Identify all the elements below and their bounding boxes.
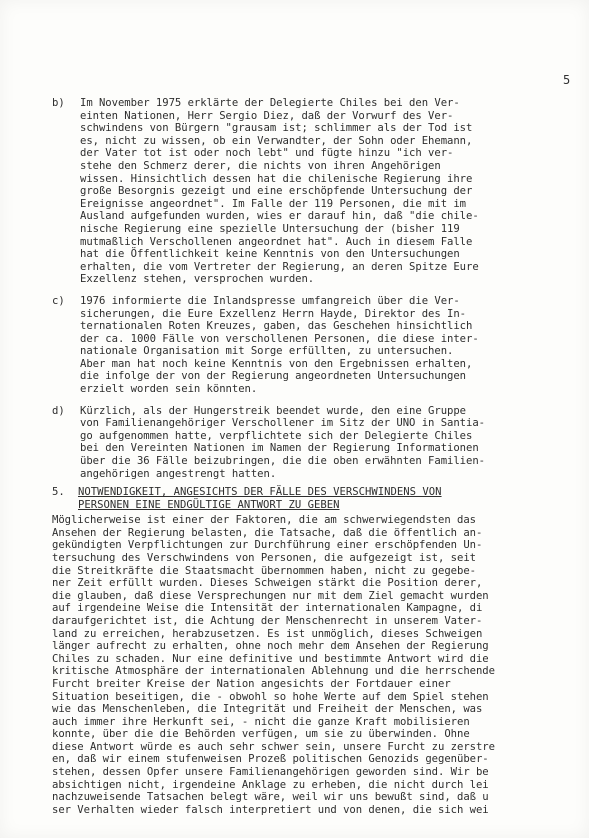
item-marker: d) (52, 404, 65, 417)
list-item-d (52, 405, 572, 481)
section-title: NOTWENDIGKEIT, ANGESICHTS DER FÄLLE DES VERSCHWINDENS VON PERSONEN EINE ENDGÜLTIGE ANTWORT ZU GEBEN (78, 486, 442, 511)
item-marker: c) (52, 294, 65, 307)
enumerated-items (52, 97, 572, 489)
section-heading (52, 486, 577, 511)
list-item-c (52, 295, 572, 396)
item-marker: b) (52, 97, 65, 109)
item-text: Im November 1975 erklärte der Delegierte Chiles bei den Ver- einten Nationen, Herr Sergio Diez, daß der Vorwurf des Ver- schwindens von Bürgern "grausam ist; schlimmer als der Tod ist es, nicht zu wissen, ob ein Verwandter, der Sohn oder Ehemann, der Vater tot ist oder noch lebt" und fügte hinzu "ich ver- stehe den Schmerz derer, die nichts von ihren Angehörigen wissen. Hinsichtlich dessen hat die chilenische Regierung ihre große Besorgnis gezeigt und eine erschöpfende Untersuchung der Ereignisse angeordnet". Im Falle der 119 Personen, die mit im Ausland aufgefunden wurden, wies er darauf hin, daß "die chile- nische Regierung eine spezielle Untersuchung der (bisher 119 mutmaßlich Verschollenen angeordnet hat". Auch in diesem Falle hat die Öffentlichkeit keine Kenntnis von den Untersuchungen erhalten, die vom Vertreter der Regierung, an deren Spitze Eure Exzellenz stehen, versprochen wurden. (80, 97, 479, 286)
list-item-b (52, 97, 572, 286)
item-text: 1976 informierte die Inlandspresse umfangreich über die Ver- sicherungen, die Eure Exzellenz Herrn Hayde, Direktor des In- ternationalen Roten Kreuzes, gaben, das Geschehen hinsichtlich der ca. 1000 Fälle von verschollenen Personen, die diese inter- nationale Organisation mit Sorge erfüllten, zu untersuchen. Aber man hat noch keine Kenntnis von den Ergebnissen erhalten, die infolge der von der Regierung angeordneten Untersuchungen erzielt worden sein könnten. (80, 294, 479, 396)
section-paragraph: Möglicherweise ist einer der Faktoren, die am schwerwiegendsten das Ansehen der Regierung belasten, die Tatsache, daß die öffentlich an- gekündigten Verpflichtungen zur Durchführung einer erschöpfenden Un- tersuchung des Verschwindens von Personen, die aufgezeigt ist, seit die Streitkräfte die Staatsmacht übernommen haben, nicht zu gegebe- ner Zeit erfüllt wurden. Dieses Schweigen stärkt die Position derer, die glauben, daß diese Versprechungen nur mit dem Ziel gemacht wurden auf irgendeine Weise die Intensität der internationalen Kampagne, di daraufgerichtet ist, die Achtung der Menschenrecht in unserem Vater- land zu erreichen, herabzusetzen. Es ist unmöglich, dieses Schweigen länger aufrecht zu erhalten, ohne noch mehr dem Ansehen der Regierung Chiles zu schaden. Nur eine definitive und bestimmte Antwort wird die kritische Atmosphäre der internationalen Ablehnung und die herrschende Furcht breiter Kreise der Nation angesichts der Fortdauer einer Situation beseitigen, die - obwohl so hohe Werte auf dem Spiel stehen wie das Menschenleben, die Integrität und Freiheit der Menschen, was auch immer ihre Herkunft sei, - nicht die ganze Kraft mobilisieren konnte, über die die Behörden verfügen, um sie zu überwinden. Ohne diese Antwort würde es auch sehr schwer sein, unsere Furcht zu zerstre en, daß wir einem stufenweisen Prozeß politischen Genozids gegenüber- stehen, dessen Opfer unsere Familienangehörigen geworden sind. Wir be absichtigen nicht, irgendeine Anklage zu erheben, die nicht durch lei nachzuweisende Tatsachen belegt wäre, weil wir uns bewußt sind, daß u ser Verhalten wieder falsch interpretiert und von denen, die sich wei (52, 514, 495, 816)
page-number: 5 (563, 73, 571, 87)
item-text: Kürzlich, als der Hungerstreik beendet wurde, den eine Gruppe von Familienangehöriger Verschollener im Sitz der UNO in Santia- go aufgenommen hatte, verpflichtete sich der Delegierte Chiles bei den Vereinten Nationen im Namen der Regierung Informationen über die 36 Fälle beizubringen, die die oben erwähnten Familien- angehörigen angestrengt hatten. (80, 404, 485, 480)
section-number: 5. (52, 486, 65, 498)
section-5 (52, 486, 577, 816)
